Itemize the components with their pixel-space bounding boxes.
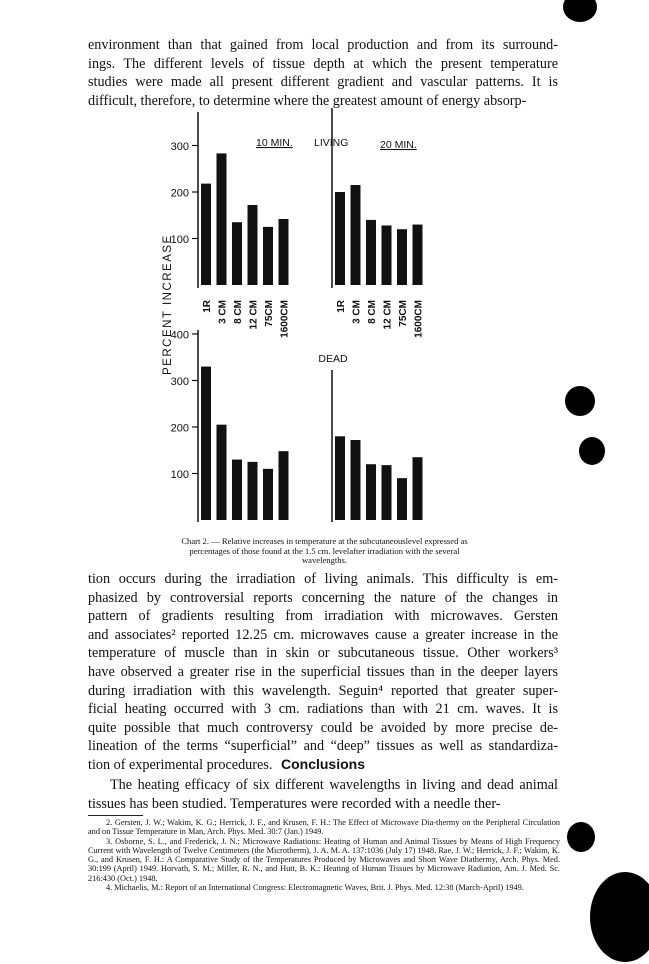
bar-4-3 <box>366 464 376 520</box>
scan-blot <box>565 386 595 416</box>
bar-2-1 <box>335 192 345 285</box>
caption-line: level expressed as percentages of those found at the 1.5 cm. level <box>189 536 468 556</box>
category-label: 8 CM <box>233 300 244 324</box>
category-label: 8 CM <box>367 300 378 324</box>
caption-line: after irradiation with the several wavelengths. <box>301 545 460 566</box>
bar-2-4 <box>382 225 392 285</box>
category-label: 1R <box>336 300 347 313</box>
bar-3-4 <box>248 462 258 520</box>
chart-caption <box>172 537 477 566</box>
y-tick-label: 100 <box>170 469 189 481</box>
text-line: phasized by controversial reports concerning the nature of the changes in <box>88 589 558 606</box>
bar-1-6 <box>279 219 289 285</box>
category-label: 3 CM <box>351 300 363 324</box>
y-tick-label: 300 <box>170 376 189 388</box>
footnote: 4. Michaelis, M.: Report of an International Congress: Electromagnetic Waves, Brit. J. Phys. Med. 12:38 (March-April) 1949. <box>106 883 524 893</box>
bar-1-4 <box>248 205 258 285</box>
bar-2-3 <box>366 220 376 285</box>
y-tick-label: 400 <box>170 329 189 342</box>
panel-label-20min: 20 MIN. <box>380 139 417 151</box>
body-paragraph <box>88 570 558 775</box>
bar-3-2 <box>217 425 227 520</box>
conclusions-paragraph <box>88 776 558 813</box>
text-line: lineation of the terms “superficial” and “deep” tissues as well as standardiza- <box>88 738 558 755</box>
text-line: quite possible that much controversy could be avoided by more precise de- <box>88 719 558 736</box>
text-line: temperature of muscle than in skin or subcutaneous tissue. Other workers³ <box>88 645 558 662</box>
category-label: 1600CM <box>279 300 291 338</box>
text-line: tion occurs during the irradiation of living animals. This difficulty is em- <box>88 571 558 587</box>
bar-2-2 <box>351 185 361 285</box>
bar-4-4 <box>382 465 392 520</box>
text-line: environment than that gained from local production and from its surround- <box>88 37 558 53</box>
bar-4-5 <box>397 478 407 520</box>
text-line: ficial heating occurred with 3 cm. radiations than with 21 cm. waves. It is <box>88 701 558 718</box>
scan-blot <box>567 822 595 852</box>
category-label: 1R <box>202 300 213 313</box>
conclusions-heading: Conclusions <box>280 756 365 772</box>
panel-label-10min: 10 MIN. <box>256 137 293 149</box>
category-label: 1600CM <box>413 300 425 338</box>
category-label: 3 CM <box>217 300 229 324</box>
group-label-dead: DEAD <box>318 353 348 365</box>
footnote-rule <box>88 815 143 816</box>
bar-1-1 <box>201 184 211 285</box>
y-tick-label: 100 <box>170 234 189 246</box>
bar-2-6 <box>413 225 423 285</box>
scan-blot <box>579 437 605 465</box>
bar-4-1 <box>335 436 345 520</box>
bar-3-5 <box>263 469 273 520</box>
bar-3-3 <box>232 460 242 520</box>
category-label: 12 CM <box>248 300 260 330</box>
bar-3-6 <box>279 451 289 520</box>
text-line: The heating efficacy of six different wavelengths in living and dead animal <box>110 777 558 793</box>
text-line: during irradiation with this wavelength. Seguin⁴ reported that greater super- <box>88 682 558 699</box>
category-label: 75CM <box>264 300 275 327</box>
group-label-living: LIVING <box>314 137 349 149</box>
footnote: 3. Osborne, S. L., and Frederick, J. N.: Microwave Radiations: Heating of Human and Animal Tissues by Means of High Frequency Current with Wavelength of Twelve Centimeters (the Microtherm), J. A. M. A. 137:1036 (July 17) 1948. Rae, J. W.; Herrick, J. F.; Wakim, K. G., and Krusen, F. H.: A Comparative Study of the Temperatures Produced by Microwaves and Short Wave Diathermy, Arch. Phys. Med. 30:199 (April) 1949. Horvath, S. M.; Miller, R. N., and Hutt, B. K.: Heating of Human Tissues by Microwave Radiation, Am. J. Med. Sc. 216:430 (Oct.) 1948. <box>88 836 560 883</box>
bar-2-5 <box>397 229 407 285</box>
category-label: 12 CM <box>382 300 394 330</box>
bar-4-2 <box>351 440 361 520</box>
text-line: ings. The different levels of tissue depth at which the present temperature <box>88 55 558 72</box>
text-line: tion of experimental procedures. <box>88 756 273 773</box>
text-line: tissues has been studied. Temperatures were recorded with a needle ther- <box>88 795 501 812</box>
text-line: have observed a greater rise in the superficial tissues than in the deeper layers <box>88 663 558 680</box>
bar-4-6 <box>413 457 423 520</box>
y-tick-label: 200 <box>170 187 189 200</box>
bar-1-5 <box>263 227 273 285</box>
footnote: 2. Gersten, J. W.; Wakim, K. G.; Herrick, J. F., and Krusen, F. H.: The Effect of Microwave Dia-thermy on the Peripheral Circulation and on Tissue Temperature in Man, Arch. Phys. Med. 30:7 (Jan.) 1949. <box>88 818 560 837</box>
y-tick-label: 200 <box>170 422 189 435</box>
text-line: and associates² reported 12.25 cm. microwaves cause a greater increase in the <box>88 626 558 643</box>
text-line: studies were made all present different gradient and vascular patterns. It is <box>88 74 558 91</box>
y-tick-label: 300 <box>170 141 189 153</box>
caption-line: Chart 2. — Relative increases in temperature at the subcutaneous <box>181 536 406 546</box>
bar-1-2 <box>217 153 227 285</box>
text-line: difficult, therefore, to determine where the greatest amount of energy absorp- <box>88 92 527 109</box>
y-axis-label: PERCENT INCREASE <box>162 234 174 375</box>
bar-3-1 <box>201 367 211 520</box>
footnotes <box>88 818 560 892</box>
text-line: pattern of gradients resulting from irradiation with microwaves. Gersten <box>88 608 558 625</box>
bar-1-3 <box>232 222 242 285</box>
category-label: 75CM <box>398 300 409 327</box>
